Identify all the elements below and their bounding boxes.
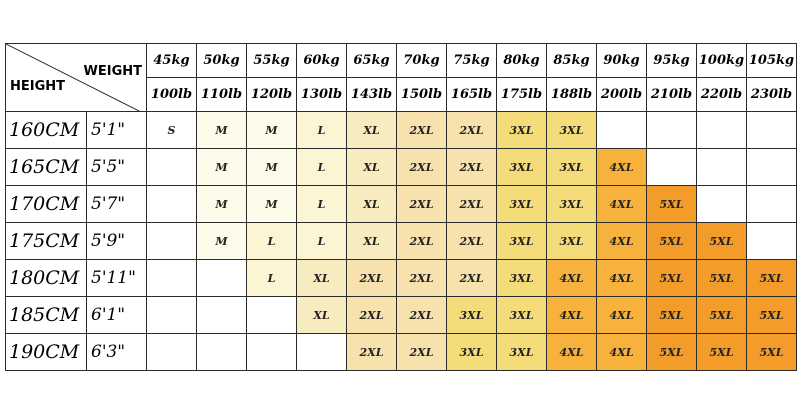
size-cell: M: [247, 112, 297, 149]
weight-kg-header: 90kg: [597, 44, 647, 78]
weight-kg-header: 65kg: [347, 44, 397, 78]
height-ft-cell: 6'1": [87, 297, 147, 334]
size-cell: [647, 149, 697, 186]
size-cell: 2XL: [447, 223, 497, 260]
size-cell: 3XL: [497, 260, 547, 297]
size-cell: [747, 223, 797, 260]
size-cell: [247, 334, 297, 371]
height-ft-cell: 5'1": [87, 112, 147, 149]
size-cell: 3XL: [497, 186, 547, 223]
size-cell: [597, 112, 647, 149]
size-cell: 3XL: [547, 149, 597, 186]
height-cm-cell: 190CM: [6, 334, 87, 371]
weight-kg-header: 105kg: [747, 44, 797, 78]
weight-kg-header: 75kg: [447, 44, 497, 78]
size-cell: [747, 112, 797, 149]
size-cell: 4XL: [597, 260, 647, 297]
size-cell: 5XL: [747, 334, 797, 371]
weight-lb-header: 110lb: [197, 78, 247, 112]
size-cell: L: [247, 223, 297, 260]
height-cm-cell: 180CM: [6, 260, 87, 297]
size-cell: [697, 149, 747, 186]
height-ft-cell: 5'9": [87, 223, 147, 260]
size-cell: 2XL: [447, 260, 497, 297]
size-cell: L: [297, 112, 347, 149]
height-row: [6, 149, 797, 186]
size-cell: 5XL: [697, 260, 747, 297]
weight-kg-header: 80kg: [497, 44, 547, 78]
height-ft-cell: 5'7": [87, 186, 147, 223]
size-cell: 5XL: [647, 260, 697, 297]
size-cell: 3XL: [497, 297, 547, 334]
size-cell: [197, 297, 247, 334]
size-cell: 2XL: [397, 223, 447, 260]
size-cell: [197, 260, 247, 297]
size-cell: 2XL: [397, 186, 447, 223]
size-cell: [147, 223, 197, 260]
size-cell: 3XL: [547, 186, 597, 223]
size-cell: 3XL: [447, 334, 497, 371]
size-cell: 4XL: [597, 334, 647, 371]
weight-lb-header: 100lb: [147, 78, 197, 112]
weight-lb-header: 165lb: [447, 78, 497, 112]
size-cell: 5XL: [697, 334, 747, 371]
size-chart-table: [5, 43, 797, 371]
corner-header: [6, 44, 147, 112]
height-row: [6, 260, 797, 297]
weight-lb-header: 200lb: [597, 78, 647, 112]
size-cell: 2XL: [397, 149, 447, 186]
height-axis-label: HEIGHT: [10, 79, 66, 94]
size-cell: 5XL: [647, 334, 697, 371]
size-cell: 4XL: [597, 149, 647, 186]
size-cell: 2XL: [347, 334, 397, 371]
size-cell: 5XL: [647, 186, 697, 223]
size-cell: 5XL: [647, 297, 697, 334]
weight-kg-row: [6, 44, 797, 78]
weight-kg-header: 70kg: [397, 44, 447, 78]
height-ft-cell: 5'11": [87, 260, 147, 297]
size-cell: L: [247, 260, 297, 297]
size-cell: 2XL: [347, 260, 397, 297]
size-cell: 5XL: [647, 223, 697, 260]
weight-lb-header: 210lb: [647, 78, 697, 112]
size-cell: [697, 112, 747, 149]
size-cell: 4XL: [597, 186, 647, 223]
size-cell: XL: [347, 223, 397, 260]
size-cell: 4XL: [597, 223, 647, 260]
weight-kg-header: 95kg: [647, 44, 697, 78]
size-cell: M: [197, 186, 247, 223]
size-cell: 3XL: [497, 149, 547, 186]
size-cell: 5XL: [747, 297, 797, 334]
size-cell: [147, 334, 197, 371]
size-cell: 2XL: [397, 297, 447, 334]
size-cell: 3XL: [547, 112, 597, 149]
size-cell: 3XL: [547, 223, 597, 260]
size-cell: XL: [347, 186, 397, 223]
weight-lb-header: 175lb: [497, 78, 547, 112]
size-cell: [247, 297, 297, 334]
size-cell: 3XL: [497, 112, 547, 149]
height-row: [6, 112, 797, 149]
size-cell: 3XL: [497, 223, 547, 260]
height-cm-cell: 175CM: [6, 223, 87, 260]
size-cell: M: [247, 186, 297, 223]
size-cell: [747, 149, 797, 186]
size-cell: M: [197, 112, 247, 149]
height-row: [6, 223, 797, 260]
height-cm-cell: 170CM: [6, 186, 87, 223]
size-cell: [197, 334, 247, 371]
size-cell: 2XL: [447, 186, 497, 223]
size-cell: 4XL: [547, 260, 597, 297]
size-cell: 4XL: [547, 334, 597, 371]
size-cell: L: [297, 223, 347, 260]
size-cell: 2XL: [397, 334, 447, 371]
weight-kg-header: 45kg: [147, 44, 197, 78]
size-cell: 5XL: [697, 223, 747, 260]
size-cell: 2XL: [447, 149, 497, 186]
weight-lb-header: 230lb: [747, 78, 797, 112]
height-ft-cell: 6'3": [87, 334, 147, 371]
weight-kg-header: 55kg: [247, 44, 297, 78]
size-cell: [147, 297, 197, 334]
weight-lb-header: 220lb: [697, 78, 747, 112]
size-cell: L: [297, 149, 347, 186]
size-cell: 2XL: [447, 112, 497, 149]
size-cell: 2XL: [397, 260, 447, 297]
weight-lb-header: 150lb: [397, 78, 447, 112]
size-cell: [297, 334, 347, 371]
size-cell: XL: [297, 260, 347, 297]
size-cell: 2XL: [347, 297, 397, 334]
weight-kg-header: 50kg: [197, 44, 247, 78]
size-cell: [147, 149, 197, 186]
size-cell: XL: [347, 112, 397, 149]
size-cell: S: [147, 112, 197, 149]
size-cell: M: [247, 149, 297, 186]
height-row: [6, 334, 797, 371]
weight-lb-header: 120lb: [247, 78, 297, 112]
weight-axis-label: WEIGHT: [83, 64, 142, 79]
height-row: [6, 297, 797, 334]
height-ft-cell: 5'5": [87, 149, 147, 186]
size-cell: M: [197, 223, 247, 260]
weight-lb-header: 143lb: [347, 78, 397, 112]
height-cm-cell: 185CM: [6, 297, 87, 334]
weight-kg-header: 100kg: [697, 44, 747, 78]
weight-lb-header: 130lb: [297, 78, 347, 112]
size-cell: XL: [347, 149, 397, 186]
size-cell: [647, 112, 697, 149]
size-cell: 4XL: [597, 297, 647, 334]
weight-kg-header: 60kg: [297, 44, 347, 78]
size-cell: [147, 186, 197, 223]
weight-kg-header: 85kg: [547, 44, 597, 78]
size-cell: [697, 186, 747, 223]
size-cell: 3XL: [497, 334, 547, 371]
size-cell: 5XL: [697, 297, 747, 334]
height-row: [6, 186, 797, 223]
size-cell: L: [297, 186, 347, 223]
size-cell: [147, 260, 197, 297]
weight-lb-header: 188lb: [547, 78, 597, 112]
size-cell: XL: [297, 297, 347, 334]
height-cm-cell: 165CM: [6, 149, 87, 186]
size-cell: 3XL: [447, 297, 497, 334]
size-cell: 4XL: [547, 297, 597, 334]
height-cm-cell: 160CM: [6, 112, 87, 149]
size-cell: 2XL: [397, 112, 447, 149]
size-cell: M: [197, 149, 247, 186]
size-cell: [747, 186, 797, 223]
size-cell: 5XL: [747, 260, 797, 297]
